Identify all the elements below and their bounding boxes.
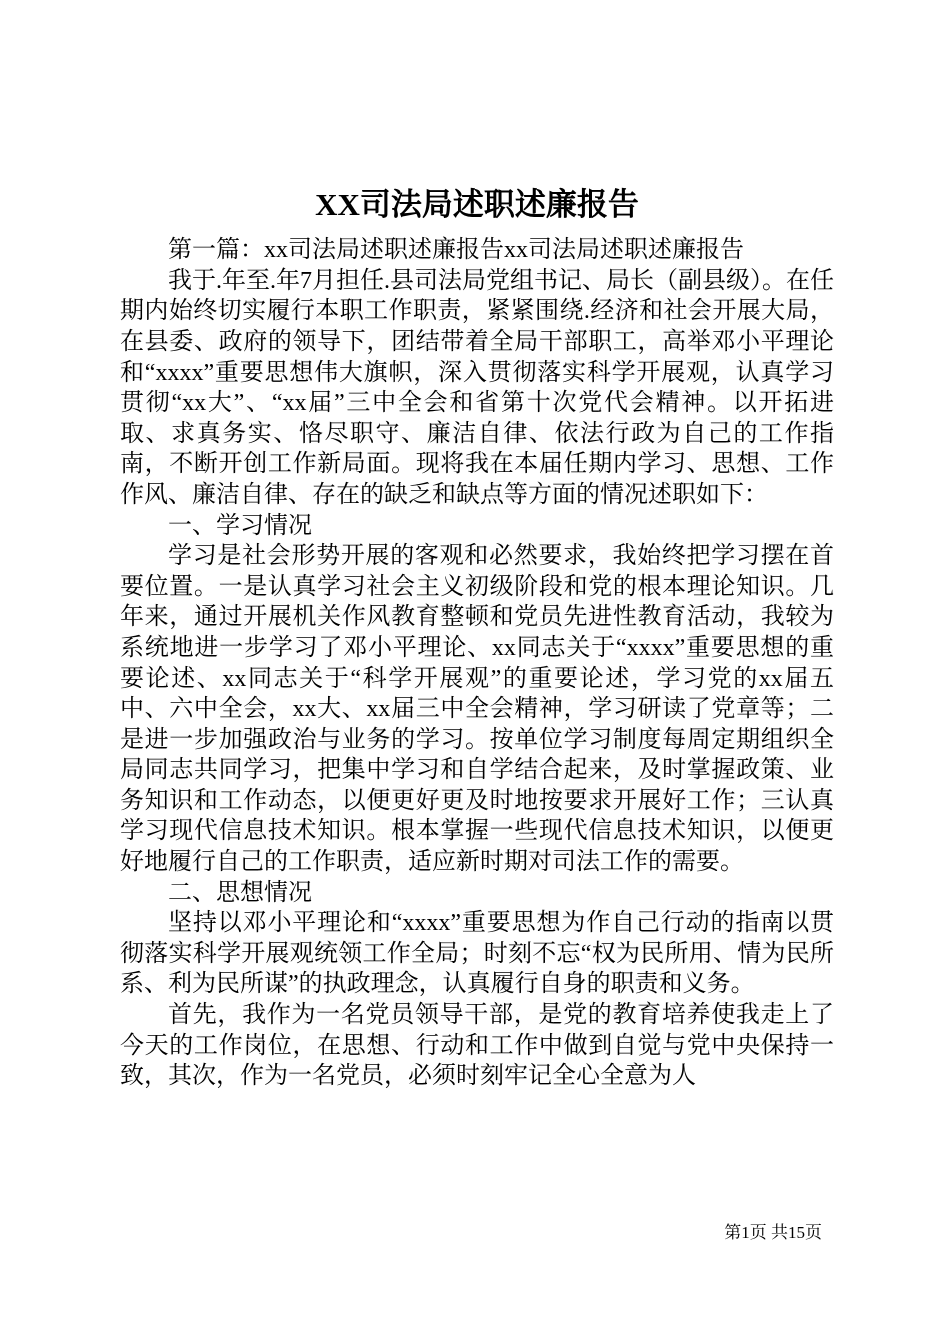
document-title: XX司法局述职述廉报告 [315, 187, 639, 222]
paragraph: 学习是社会形势开展的客观和必然要求，我始终把学习摆在首要位置。一是认真学习社会主义初级阶段和党的根本理论知识。几年来，通过开展机关作风教育整顿和党员先进性教育活动，我较为系统地进一步学习了邓小平理论、xx同志关于“xxxx”重要思想的重要论述、xx同志关于“科学开展观”的重要论述，学习党的xx届五中、六中全会，xx大、xx届三中全会精神，学习研读了党章等；二是进一步加强政治与业务的学习。按单位学习制度每周定期组织全局同志共同学习，把集中学习和自学结合起来，及时掌握政策、业务知识和工作动态，以便更好更及时地按要求开展好工作；三认真学习现代信息技术知识。根本掌握一些现代信息技术知识，以便更好地履行自己的工作职责，适应新时期对司法工作的需要。 [120, 543, 834, 876]
paragraph: 第一篇：xx司法局述职述廉报告xx司法局述职述廉报告 [168, 237, 744, 264]
section-heading: 二、思想情况 [168, 879, 312, 906]
paragraph: 我于.年至.年7月担任.县司法局党组书记、局长（副县级）。在任期内始终切实履行本职工作职责，紧紧围绕.经济和社会开展大局，在县委、政府的领导下，团结带着全局干部职工，高举邓小平理论和“xxxx”重要思想伟大旗帜，深入贯彻落实科学开展观，认真学习贯彻“xx大”、“xx届”三中全会和省第十次党代会精神。以开拓进取、求真务实、恪尽职守、廉洁自律、依法行政为自己的工作指南，不断开创工作新局面。现将我在本届任期内学习、思想、工作作风、廉洁自律、存在的缺乏和缺点等方面的情况述职如下： [120, 267, 834, 508]
page-number-footer: 第1页 共15页 [724, 1223, 822, 1242]
paragraph: 坚持以邓小平理论和“xxxx”重要思想为作自己行动的指南以贯彻落实科学开展观统领工作全局；时刻不忘“权为民所用、情为民所系、利为民所谋”的执政理念，认真履行自身的职责和义务。 [120, 910, 834, 998]
paragraph: 首先，我作为一名党员领导干部，是党的教育培养使我走上了今天的工作岗位，在思想、行动和工作中做到自觉与党中央保持一致，其次，作为一名党员，必须时刻牢记全心全意为人 [120, 1002, 834, 1090]
section-heading: 一、学习情况 [168, 512, 312, 539]
